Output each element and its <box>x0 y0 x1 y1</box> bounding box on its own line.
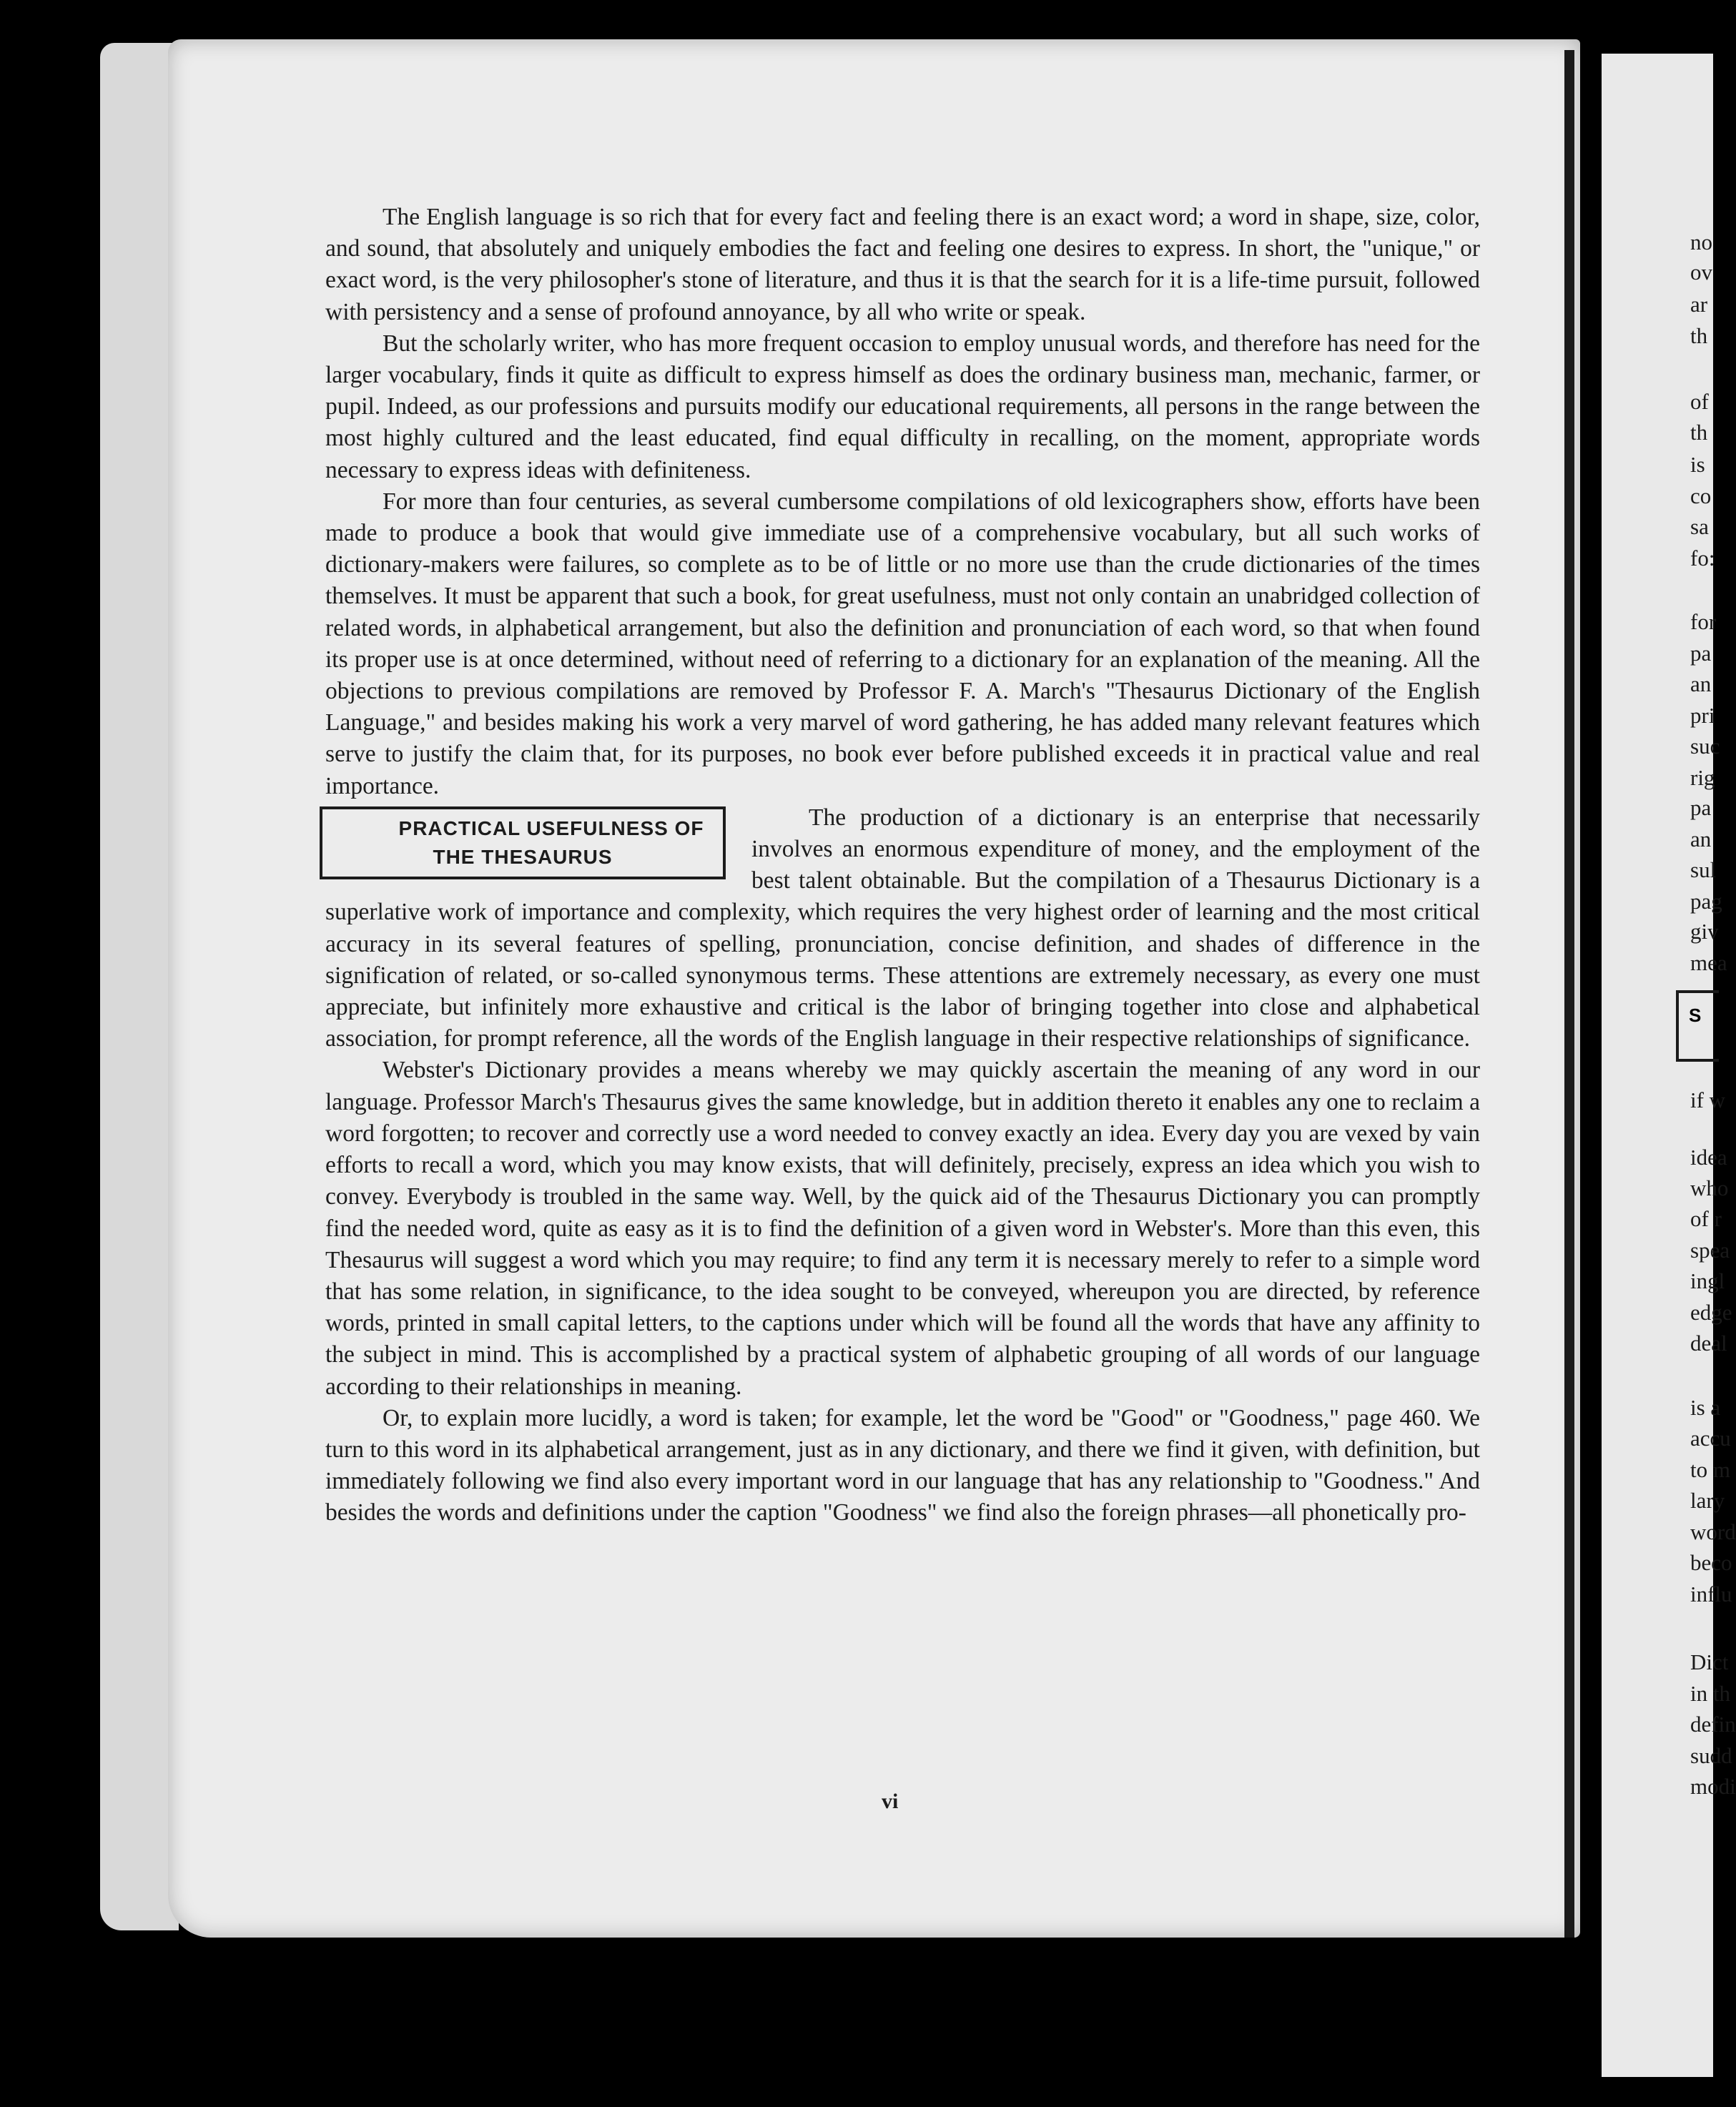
adjacent-text-fragment: fo: <box>1690 546 1715 571</box>
adjacent-text-fragment: for <box>1690 609 1717 634</box>
adjacent-text-fragment: sul <box>1690 857 1717 882</box>
adjacent-text-fragment: lary <box>1690 1488 1725 1513</box>
adjacent-text-fragment: rig <box>1690 765 1715 790</box>
adjacent-text-fragment: pri <box>1690 703 1715 728</box>
adjacent-text-fragment: pa <box>1690 795 1712 820</box>
adjacent-heading-box: S <box>1676 990 1719 1062</box>
adjacent-text-fragment: pag <box>1690 889 1722 914</box>
adjacent-text-fragment: th <box>1690 420 1708 445</box>
section-heading-box: PRACTICAL USEFULNESS OF THE THESAURUS <box>320 806 726 879</box>
adjacent-text-fragment: defin <box>1690 1712 1736 1737</box>
adjacent-text-fragment: mea <box>1690 950 1727 975</box>
adjacent-text-fragment: giv <box>1690 919 1719 944</box>
adjacent-text-fragment: influ <box>1690 1582 1732 1607</box>
body-text <box>325 202 1480 1529</box>
adjacent-text-fragment: is a <box>1690 1395 1721 1420</box>
paragraph: Webster's Dictionary provides a means whereby we may quickly ascertain the meaning of any word in our language. Professor March's Thesaurus gives the same knowledge, but in addition thereto it enables any one to reclaim a word forgotten; to recover and correctly use a word needed to convey exactly an idea. Every day you are vexed by vain efforts to recall a word, which you may know exists, that will definitely, precisely, express an idea which you wish to convey. Everybody is troubled in the same way. Well, by the quick aid of the Thesaurus Dictionary you can promptly find the needed word, quite as easy as it is to find the definition of a given word in Webster's. More than this even, this Thesaurus will suggest a word which you may require; to find any term it is necessary merely to refer to a simple word that has some relation, in significance, to the idea sought to be conveyed, whereupon you are directed, by reference words, printed in small capital letters, to the captions under which will be found all the words that have any affinity to the subject in mind. This is accomplished by a practical system of alphabetic grouping of all words of our language according to their relationships in meaning. <box>325 1057 1480 1400</box>
paragraph: The English language is so rich that for every fact and feeling there is an exact word; a word in shape, size, color, and sound, that absolutely and uniquely embodies the fact and feeling one desires to express. In short, the "unique," or exact word, is the very philosopher's stone of literature, and thus it is that the search for it is a life-time pursuit, followed with persistency and a sense of profound annoyance, by all who write or speak. <box>325 204 1480 325</box>
adjacent-text-fragment: sudd <box>1690 1743 1732 1768</box>
adjacent-page-fragment <box>1602 54 1736 2077</box>
paragraph <box>325 802 1480 1055</box>
page-number: vi <box>882 1790 899 1813</box>
adjacent-text-fragment: suc <box>1690 734 1720 759</box>
page-gutter <box>1564 50 1574 1938</box>
adjacent-text-fragment: sa <box>1690 514 1709 539</box>
adjacent-text-fragment: ingl <box>1690 1268 1725 1293</box>
adjacent-text-fragment: who <box>1690 1175 1729 1200</box>
paragraph-text: The production of a dictionary is an enterprise that necessarily involves an enormous expenditure of money, and the employment of the best talent obtainable. But the compilation of a Thesaurus Dictionary is a superlative work of importance and complexity, which requires the very highest order of learning and the most critical accuracy in its several features of spelling, pronunciation, concise definition, and shades of difference in the signification of related, or so-called synonymous terms. These attentions are extremely necessary, as every one must appreciate, but infinitely more exhaustive and critical is the labor of bringing together into close and alphabetical association, for prompt reference, all the words of the English language in their respective relationships of significance. <box>325 804 1480 1052</box>
paragraph: Or, to explain more lucidly, a word is taken; for example, let the word be "Good" or "Goodness," page 460. We turn to this word in its alphabetical arrangement, just as in any dictionary, and there we find it given, with definition, but immediately following we find also every important word in our language that has any relationship to "Goodness." And besides the words and definitions under the caption "Goodness" we find also the foreign phrases—all phonetically pro- <box>325 1404 1480 1526</box>
adjacent-text-fragment: co <box>1690 483 1712 508</box>
adjacent-text-fragment: no <box>1690 230 1712 255</box>
adjacent-text-fragment: an <box>1690 671 1712 696</box>
adjacent-text-fragment: in th <box>1690 1681 1730 1706</box>
adjacent-text-fragment: deal <box>1690 1331 1727 1356</box>
adjacent-text-fragment: of <box>1690 389 1709 414</box>
left-page-edge <box>100 43 179 1930</box>
adjacent-text-fragment: spea <box>1690 1238 1730 1263</box>
adjacent-text-fragment: is <box>1690 452 1705 477</box>
adjacent-text-fragment: to m <box>1690 1457 1730 1482</box>
adjacent-text-fragment: word <box>1690 1519 1736 1544</box>
adjacent-text-fragment: th <box>1690 323 1708 348</box>
adjacent-text-fragment: beco <box>1690 1550 1732 1575</box>
adjacent-text-fragment: if w <box>1690 1087 1726 1112</box>
paragraph: For more than four centuries, as several cumbersome compilations of old lexicographers show, efforts have been made to produce a book that would give immediate use of a comprehensive vocabulary, but all such works of dictionary-makers were failures, so complete as to be of little or no more use than the crude dictionaries of the times themselves. It must be apparent that such a book, for great usefulness, must not only contain an unabridged collection of related words, in alphabetical arrangement, but also the definition and pronunciation of each word, so that when found its proper use is at once determined, without need of referring to a dictionary for an explanation of the meaning. All the objections to previous compilations are removed by Professor F. A. March's "Thesaurus Dictionary of the English Language," and besides making his work a very marvel of word gathering, he has added many relevant features which serve to justify the claim that, for its purposes, no book ever before published exceeds it in practical value and real importance. <box>325 488 1480 799</box>
adjacent-text-fragment: ar <box>1690 292 1708 317</box>
adjacent-text-fragment: idea <box>1690 1145 1727 1170</box>
adjacent-text-fragment: ov <box>1690 260 1712 285</box>
adjacent-text-fragment: pa <box>1690 641 1712 666</box>
adjacent-text-fragment: modi <box>1690 1774 1736 1799</box>
paragraph: But the scholarly writer, who has more frequent occasion to employ unusual words, and therefore has need for the larger vocabulary, finds it quite as difficult to express himself as does the ordinary business man, mechanic, farmer, or pupil. Indeed, as our professions and pursuits modify our educational requirements, all persons in the range between the most highly cultured and the least educated, find equal difficulty in recalling, on the moment, appropriate words necessary to express ideas with definiteness. <box>325 330 1480 483</box>
adjacent-text-fragment: of r <box>1690 1206 1722 1231</box>
adjacent-text-fragment: accu <box>1690 1426 1731 1451</box>
adjacent-text-fragment: an <box>1690 826 1712 852</box>
adjacent-text-fragment: Dict <box>1690 1649 1729 1674</box>
adjacent-text-fragment: edge <box>1690 1300 1732 1325</box>
